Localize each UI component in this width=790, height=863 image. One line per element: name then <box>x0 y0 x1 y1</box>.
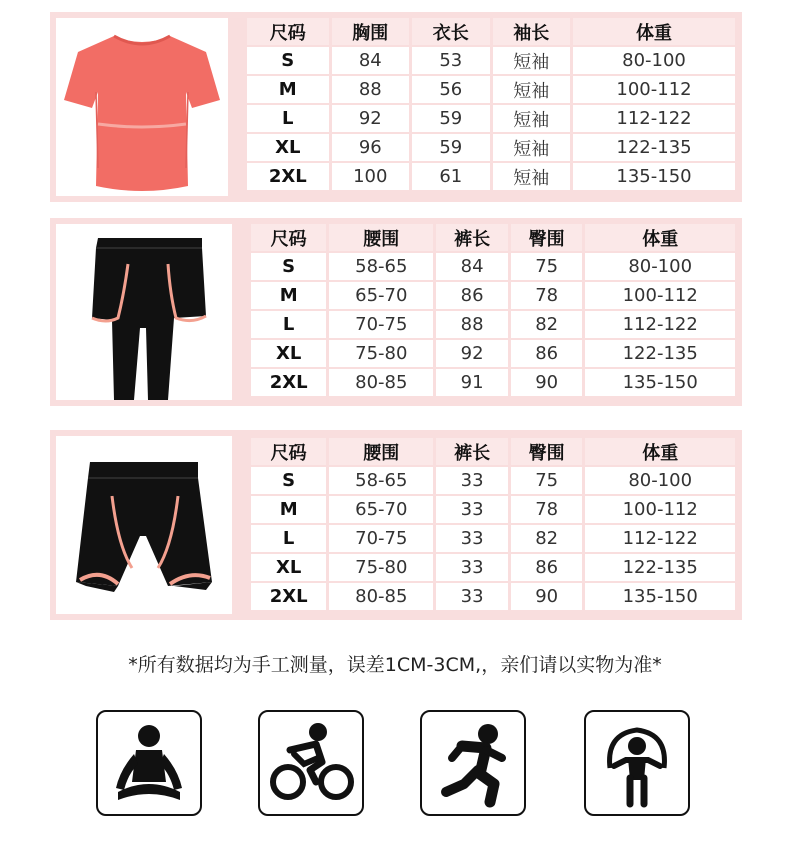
size-cell: M <box>251 282 326 309</box>
table-cell: 33 <box>436 496 508 523</box>
table-cell: 135-150 <box>573 163 735 190</box>
table-row <box>247 76 735 103</box>
size-cell: M <box>251 496 326 523</box>
table-cell: 80-100 <box>585 253 735 280</box>
table-cell: 65-70 <box>329 282 433 309</box>
table-cell: 短袖 <box>493 163 571 190</box>
table-cell: 90 <box>511 583 583 610</box>
table-cell: 短袖 <box>493 134 571 161</box>
table-header-row <box>251 224 735 251</box>
yoga-icon <box>98 712 200 814</box>
table-row <box>251 554 735 581</box>
table-row <box>251 496 735 523</box>
table-cell: 短袖 <box>493 47 571 74</box>
table-row <box>247 47 735 74</box>
size-panel-tshirt <box>50 12 742 202</box>
table-cell: 135-150 <box>585 369 735 396</box>
table-cell: 100-112 <box>585 282 735 309</box>
header-cell: 裤长 <box>436 438 508 465</box>
header-cell: 体重 <box>573 18 735 45</box>
jump-rope-icon <box>586 712 688 814</box>
size-table-shorts <box>248 436 738 612</box>
table-cell: 80-100 <box>573 47 735 74</box>
header-cell: 臀围 <box>511 438 583 465</box>
table-cell: 33 <box>436 554 508 581</box>
table-cell: 33 <box>436 467 508 494</box>
table-cell: 59 <box>412 105 490 132</box>
tshirt-photo <box>56 18 228 196</box>
header-cell: 尺码 <box>247 18 329 45</box>
table-row <box>251 583 735 610</box>
table-cell: 80-85 <box>329 369 433 396</box>
table-cell: 78 <box>511 282 583 309</box>
table-cell: 82 <box>511 311 583 338</box>
table-cell: 75-80 <box>329 340 433 367</box>
table-row <box>251 282 735 309</box>
table-cell: 100-112 <box>573 76 735 103</box>
header-cell: 裤长 <box>436 224 508 251</box>
header-cell: 臀围 <box>511 224 583 251</box>
table-cell: 88 <box>332 76 410 103</box>
size-panel-leggings <box>50 218 742 406</box>
size-cell: M <box>247 76 329 103</box>
size-table-leggings <box>248 222 738 398</box>
table-cell: 短袖 <box>493 76 571 103</box>
table-cell: 92 <box>332 105 410 132</box>
table-cell: 78 <box>511 496 583 523</box>
table-cell: 135-150 <box>585 583 735 610</box>
header-cell: 衣长 <box>412 18 490 45</box>
table-cell: 92 <box>436 340 508 367</box>
table-cell: 短袖 <box>493 105 571 132</box>
running-icon-box <box>420 710 526 816</box>
table-cell: 53 <box>412 47 490 74</box>
table-cell: 84 <box>332 47 410 74</box>
header-cell: 体重 <box>585 438 735 465</box>
table-row <box>247 134 735 161</box>
size-panel-shorts <box>50 430 742 620</box>
measurement-note: *所有数据均为手工测量，误差1CM-3CM,，亲们请以实物为准* <box>128 654 662 676</box>
shorts-photo <box>56 436 232 614</box>
header-cell: 尺码 <box>251 224 326 251</box>
table-cell: 86 <box>436 282 508 309</box>
table-cell: 122-135 <box>585 340 735 367</box>
leggings-icon <box>56 224 232 400</box>
size-cell: L <box>247 105 329 132</box>
table-cell: 70-75 <box>329 311 433 338</box>
size-cell: S <box>251 253 326 280</box>
table-cell: 75-80 <box>329 554 433 581</box>
header-cell: 胸围 <box>332 18 410 45</box>
table-cell: 100 <box>332 163 410 190</box>
table-cell: 122-135 <box>573 134 735 161</box>
size-cell: S <box>251 467 326 494</box>
table-cell: 96 <box>332 134 410 161</box>
yoga-icon-box <box>96 710 202 816</box>
size-table-tshirt <box>244 16 738 192</box>
table-cell: 82 <box>511 525 583 552</box>
tshirt-icon <box>56 18 228 196</box>
header-cell: 袖长 <box>493 18 571 45</box>
table-cell: 91 <box>436 369 508 396</box>
cycling-icon <box>260 712 362 814</box>
size-cell: 2XL <box>251 369 326 396</box>
size-cell: XL <box>247 134 329 161</box>
table-cell: 88 <box>436 311 508 338</box>
size-cell: XL <box>251 554 326 581</box>
table-cell: 112-122 <box>585 525 735 552</box>
cycling-icon-box <box>258 710 364 816</box>
table-cell: 86 <box>511 554 583 581</box>
table-cell: 33 <box>436 525 508 552</box>
header-cell: 尺码 <box>251 438 326 465</box>
size-cell: 2XL <box>251 583 326 610</box>
table-cell: 75 <box>511 467 583 494</box>
table-cell: 70-75 <box>329 525 433 552</box>
table-cell: 58-65 <box>329 467 433 494</box>
table-cell: 80-100 <box>585 467 735 494</box>
size-cell: L <box>251 311 326 338</box>
leggings-photo <box>56 224 232 400</box>
jump-rope-icon-box <box>584 710 690 816</box>
table-cell: 112-122 <box>573 105 735 132</box>
table-header-row <box>251 438 735 465</box>
table-row <box>251 311 735 338</box>
table-cell: 75 <box>511 253 583 280</box>
table-cell: 65-70 <box>329 496 433 523</box>
table-cell: 61 <box>412 163 490 190</box>
table-row <box>251 525 735 552</box>
table-cell: 100-112 <box>585 496 735 523</box>
table-cell: 80-85 <box>329 583 433 610</box>
header-cell: 体重 <box>585 224 735 251</box>
table-row <box>247 163 735 190</box>
table-row <box>251 253 735 280</box>
table-cell: 58-65 <box>329 253 433 280</box>
table-cell: 84 <box>436 253 508 280</box>
table-row <box>251 369 735 396</box>
size-cell: XL <box>251 340 326 367</box>
shorts-icon <box>56 436 232 614</box>
table-cell: 33 <box>436 583 508 610</box>
table-cell: 112-122 <box>585 311 735 338</box>
header-cell: 腰围 <box>329 438 433 465</box>
table-cell: 86 <box>511 340 583 367</box>
table-header-row <box>247 18 735 45</box>
size-cell: S <box>247 47 329 74</box>
table-cell: 122-135 <box>585 554 735 581</box>
table-cell: 90 <box>511 369 583 396</box>
header-cell: 腰围 <box>329 224 433 251</box>
table-cell: 56 <box>412 76 490 103</box>
size-cell: L <box>251 525 326 552</box>
table-row <box>251 467 735 494</box>
size-cell: 2XL <box>247 163 329 190</box>
table-row <box>251 340 735 367</box>
running-icon <box>422 712 524 814</box>
table-row <box>247 105 735 132</box>
table-cell: 59 <box>412 134 490 161</box>
